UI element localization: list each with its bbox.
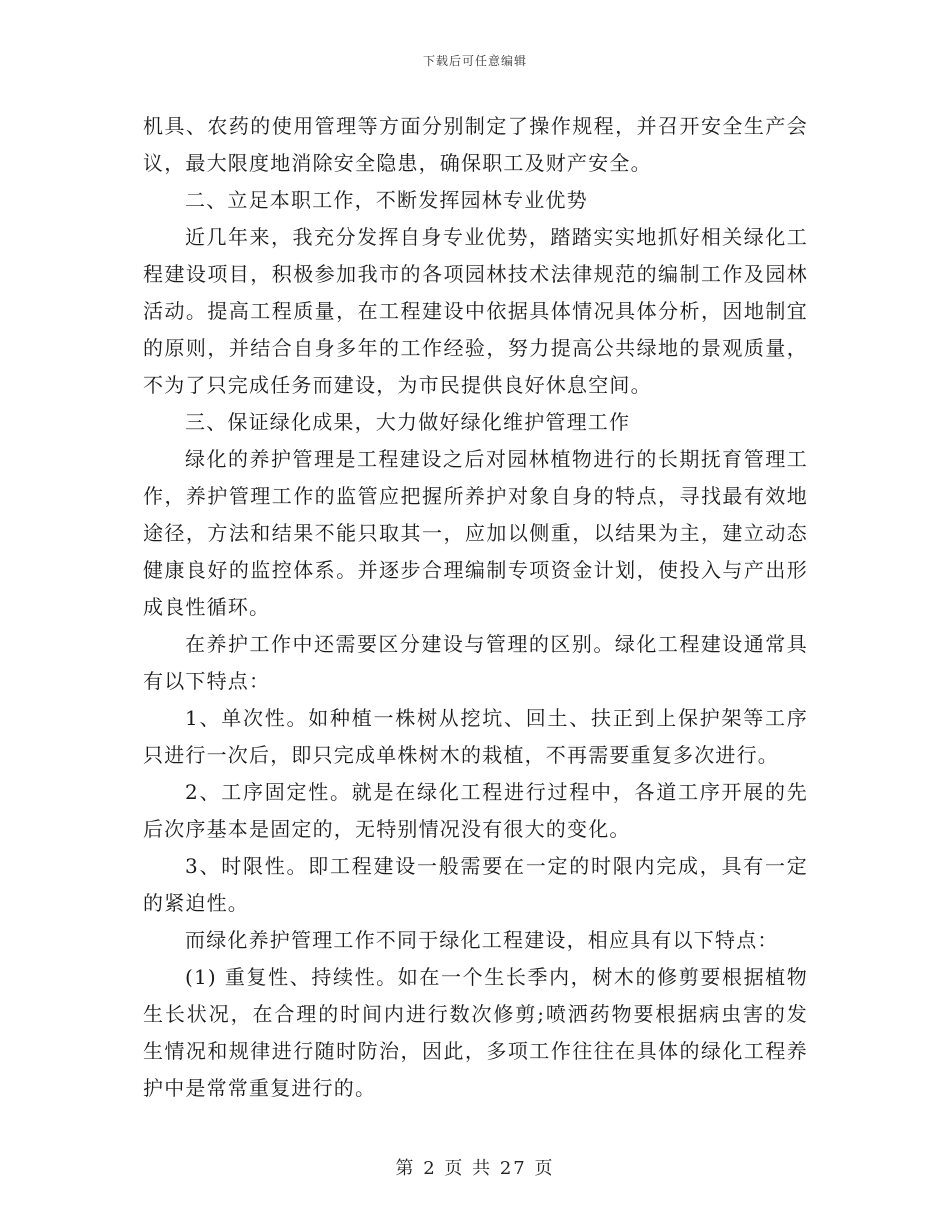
paragraph: 近几年来，我充分发挥自身专业优势，踏踏实实地抓好相关绿化工程建设项目，积极参加我市的各项园林技术法律规范的编制工作及园林活动。提高工程质量，在工程建设中依据具体情况具体分析，因地制宜的原则，并结合自身多年的工作经验，努力提高公共绿地的景观质量，不为了只完成任务而建设，为市民提供良好休息空间。 bbox=[143, 225, 808, 397]
document-body bbox=[143, 108, 808, 1107]
list-item: 2、工序固定性。就是在绿化工程进行过程中，各道工序开展的先后次序基本是固定的，无特别情况没有很大的变化。 bbox=[143, 780, 808, 841]
paragraph: 而绿化养护管理工作不同于绿化工程建设，相应具有以下特点： bbox=[185, 928, 779, 952]
page-header: 下载后可任意编辑 bbox=[422, 54, 527, 68]
list-item: 3、时限性。即工程建设一般需要在一定的时限内完成，具有一定的紧迫性。 bbox=[143, 854, 808, 915]
section-heading: 三、保证绿化成果，大力做好绿化维护管理工作 bbox=[185, 410, 631, 434]
section-heading: 二、立足本职工作，不断发挥园林专业优势 bbox=[185, 188, 588, 212]
page-footer: 第 2 页 共 27 页 bbox=[395, 1158, 555, 1179]
paragraph: 在养护工作中还需要区分建设与管理的区别。绿化工程建设通常具有以下特点： bbox=[143, 632, 808, 693]
list-item: (1) 重复性、持续性。如在一个生长季内，树木的修剪要根据植物生长状况，在合理的时间内进行数次修剪;喷洒药物要根据病虫害的发生情况和规律进行随时防治，因此，多项工作往往在具体的绿化工程养护中是常常重复进行的。 bbox=[143, 965, 808, 1100]
list-item: 1、单次性。如种植一株树从挖坑、回土、扶正到上保护架等工序只进行一次后，即只完成单株树木的栽植，不再需要重复多次进行。 bbox=[143, 706, 808, 767]
paragraph: 机具、农药的使用管理等方面分别制定了操作规程，并召开安全生产会议，最大限度地消除安全隐患，确保职工及财产安全。 bbox=[143, 114, 808, 175]
paragraph: 绿化的养护管理是工程建设之后对园林植物进行的长期抚育管理工作，养护管理工作的监管应把握所养护对象自身的特点，寻找最有效地途径，方法和结果不能只取其一，应加以侧重，以结果为主，建立动态健康良好的监控体系。并逐步合理编制专项资金计划，使投入与产出形成良性循环。 bbox=[143, 447, 808, 619]
